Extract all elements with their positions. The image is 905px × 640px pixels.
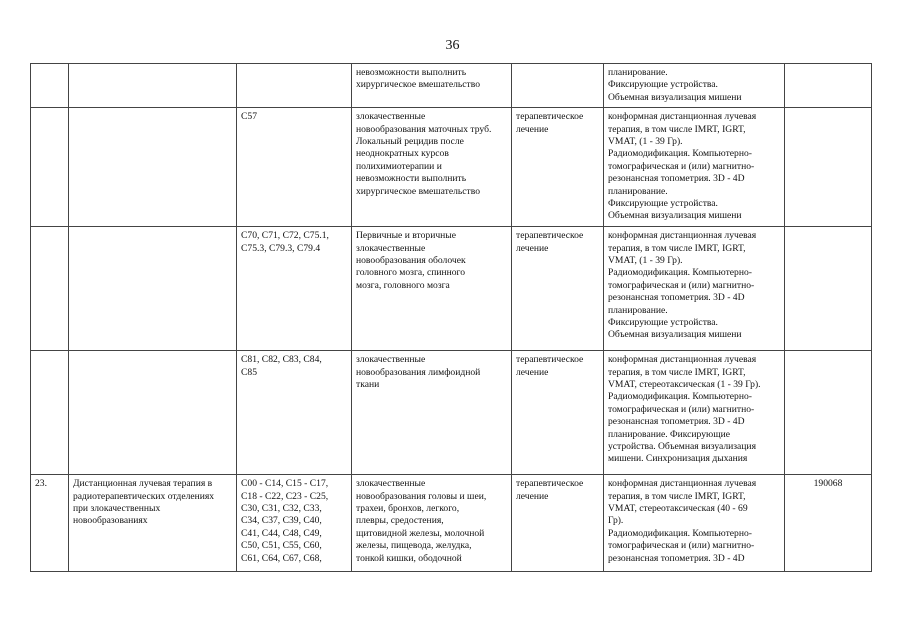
row-number-cell [31,64,69,108]
care-name-cell [69,64,237,108]
table-row [31,475,872,572]
patient-model-cell: невозможности выполнить хирургическое вмешательство [352,64,512,108]
treatment-type-cell: терапевтическое лечение [512,108,604,227]
icd-codes-cell: C70, C71, C72, C75.1, C75.3, C79.3, C79.4 [237,227,352,351]
icd-codes-cell: C81, C82, C83, C84, C85 [237,351,352,475]
tariff-code-cell [785,64,872,108]
treatment-type-cell: терапевтическое лечение [512,351,604,475]
treatment-type-cell: терапевтическое лечение [512,475,604,572]
table-row [31,108,872,227]
patient-model-cell: Первичные и вторичные злокачественные новообразования оболочек головного мозга, спинного мозга, головного мозга [352,227,512,351]
icd-codes-cell: C57 [237,108,352,227]
treatment-method-cell: планирование. Фиксирующие устройства. Объемная визуализация мишени [604,64,785,108]
treatment-type-cell [512,64,604,108]
table-row [31,64,872,108]
care-name-cell: Дистанционная лучевая терапия в радиотерапевтических отделениях при злокачественных новообразованиях [69,475,237,572]
page-number: 36 [445,38,460,53]
icd-codes-cell [237,64,352,108]
table-row [31,351,872,475]
patient-model-cell: злокачественные новообразования головы и шеи, трахеи, бронхов, легкого, плевры, средостения, щитовидной железы, молочной железы, пищевода, желудка, тонкой кишки, ободочной [352,475,512,572]
table-row [31,227,872,351]
tariff-code-cell: 190068 [785,475,872,572]
treatment-method-cell: конформная дистанционная лучевая терапия, в том числе IMRT, IGRT, VMAT, стереотаксическая (1 - 39 Гр). Радиомодификация. Компьютерно- томографическая и (или) магнитно- резонансная топометрия. 3D - 4D планирование. Фиксирующие устройства. Объемная визуализация мишени. Синхронизация дыхания [604,351,785,475]
treatment-method-cell: конформная дистанционная лучевая терапия, в том числе IMRT, IGRT, VMAT, (1 - 39 Гр). Радиомодификация. Компьютерно- томографическая и (или) магнитно- резонансная топометрия. 3D - 4D планирование. Фиксирующие устройства. Объемная визуализация мишени [604,108,785,227]
tariff-code-cell [785,108,872,227]
care-name-cell [69,351,237,475]
row-number-cell [31,227,69,351]
patient-model-cell: злокачественные новообразования лимфоидной ткани [352,351,512,475]
row-number-cell: 23. [31,475,69,572]
tariff-code-cell [785,351,872,475]
treatment-method-cell: конформная дистанционная лучевая терапия, в том числе IMRT, IGRT, VMAT, стереотаксическая (40 - 69 Гр). Радиомодификация. Компьютерно- томографическая и (или) магнитно- резонансная топометрия. 3D - 4D [604,475,785,572]
tariff-code-cell [785,227,872,351]
care-name-cell [69,227,237,351]
medical-care-table [30,63,872,572]
row-number-cell [31,351,69,475]
treatment-method-cell: конформная дистанционная лучевая терапия, в том числе IMRT, IGRT, VMAT, (1 - 39 Гр). Радиомодификация. Компьютерно- томографическая и (или) магнитно- резонансная топометрия. 3D - 4D планирование. Фиксирующие устройства. Объемная визуализация мишени [604,227,785,351]
icd-codes-cell: C00 - C14, C15 - C17, C18 - C22, C23 - C25, C30, C31, C32, C33, C34, C37, C39, C40, C41, C44, C48, C49, C50, C51, C55, C60, C61, C64, C67, C68, [237,475,352,572]
care-name-cell [69,108,237,227]
treatment-type-cell: терапевтическое лечение [512,227,604,351]
row-number-cell [31,108,69,227]
patient-model-cell: злокачественные новообразования маточных труб. Локальный рецидив после неоднократных курсов полихимиотерапии и невозможности выполнить хирургическое вмешательство [352,108,512,227]
